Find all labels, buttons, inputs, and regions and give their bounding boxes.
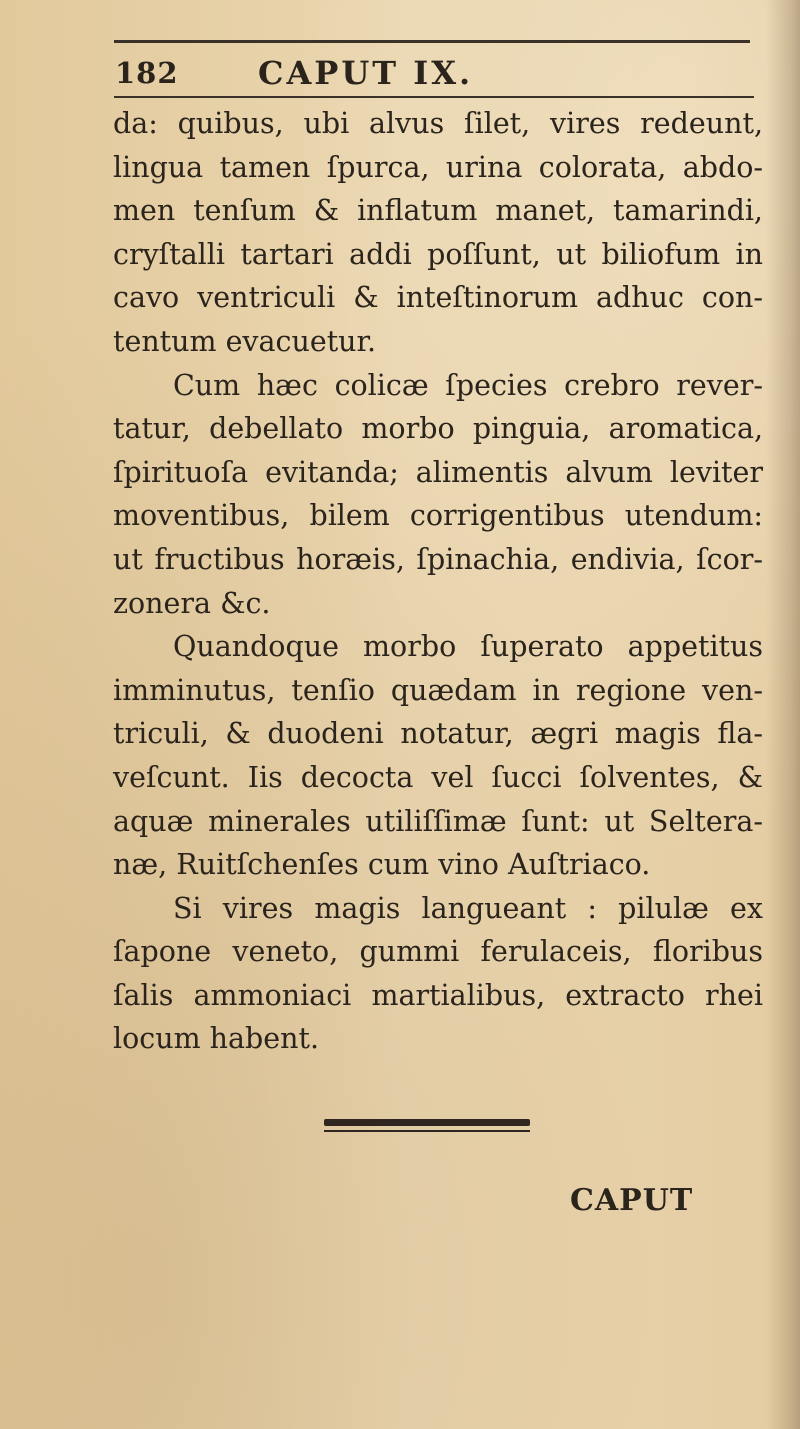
text-line: veſcunt. Iis decocta vel ſucci ſolventes, &: [113, 760, 763, 794]
text-line: triculi, & duodeni notatur, ægri magis fla-: [113, 717, 763, 751]
text-line: locum habent.: [113, 1022, 319, 1056]
ornament-thick-bar: [324, 1119, 530, 1126]
header-rule-bottom: [114, 96, 754, 98]
text-line: lingua tamen ſpurca, urina colorata, abdo-: [113, 150, 763, 184]
body-text: [113, 102, 763, 1061]
text-line: ſpirituoſa evitanda; alimentis alvum leviter: [113, 455, 763, 489]
text-line: ut fructibus horæis, ſpinachia, endivia, ſcor-: [113, 542, 763, 576]
page-edge-shadow: [766, 0, 800, 1429]
paragraph-start: Quandoque morbo ſuperato appetitus: [173, 630, 763, 664]
text-line: tatur, debellato morbo pinguia, aromatica,: [113, 412, 763, 446]
text-line: aquæ minerales utiliſſimæ ſunt: ut Seltera-: [113, 804, 763, 838]
paragraph-start: Si vires magis langueant : pilulæ ex: [173, 891, 763, 925]
chapter-heading: CAPUT IX.: [258, 54, 474, 92]
text-line: tentum evacuetur.: [113, 324, 377, 358]
text-line: zonera &c.: [113, 586, 271, 620]
text-line: da: quibus, ubi alvus ſilet, vires redeunt,: [113, 107, 763, 140]
text-line: cryſtalli tartari addi poſſunt, ut biliofum in: [113, 237, 763, 271]
page-number: 182: [115, 56, 179, 90]
header-rule-top: [114, 40, 750, 43]
text-line: moventibus, bilem corrigentibus utendum:: [113, 499, 763, 533]
catchword: CAPUT: [570, 1183, 694, 1218]
text-line: cavo ventriculi & inteſtinorum adhuc con-: [113, 281, 763, 315]
ornament-thin-bar: [324, 1130, 530, 1132]
text-line: imminutus, tenſio quædam in regione ven-: [113, 673, 763, 707]
paragraph-start: Cum hæc colicæ ſpecies crebro rever-: [173, 368, 763, 402]
text-line: ſapone veneto, gummi ferulaceis, floribus: [113, 935, 763, 969]
text-line: men tenſum & inflatum manet, tamarindi,: [113, 194, 763, 228]
section-divider-ornament: [324, 1119, 530, 1132]
text-line: ſalis ammoniaci martialibus, extracto rhei: [113, 978, 763, 1012]
text-line: næ, Ruitſchenſes cum vino Auſtriaco.: [113, 848, 651, 882]
